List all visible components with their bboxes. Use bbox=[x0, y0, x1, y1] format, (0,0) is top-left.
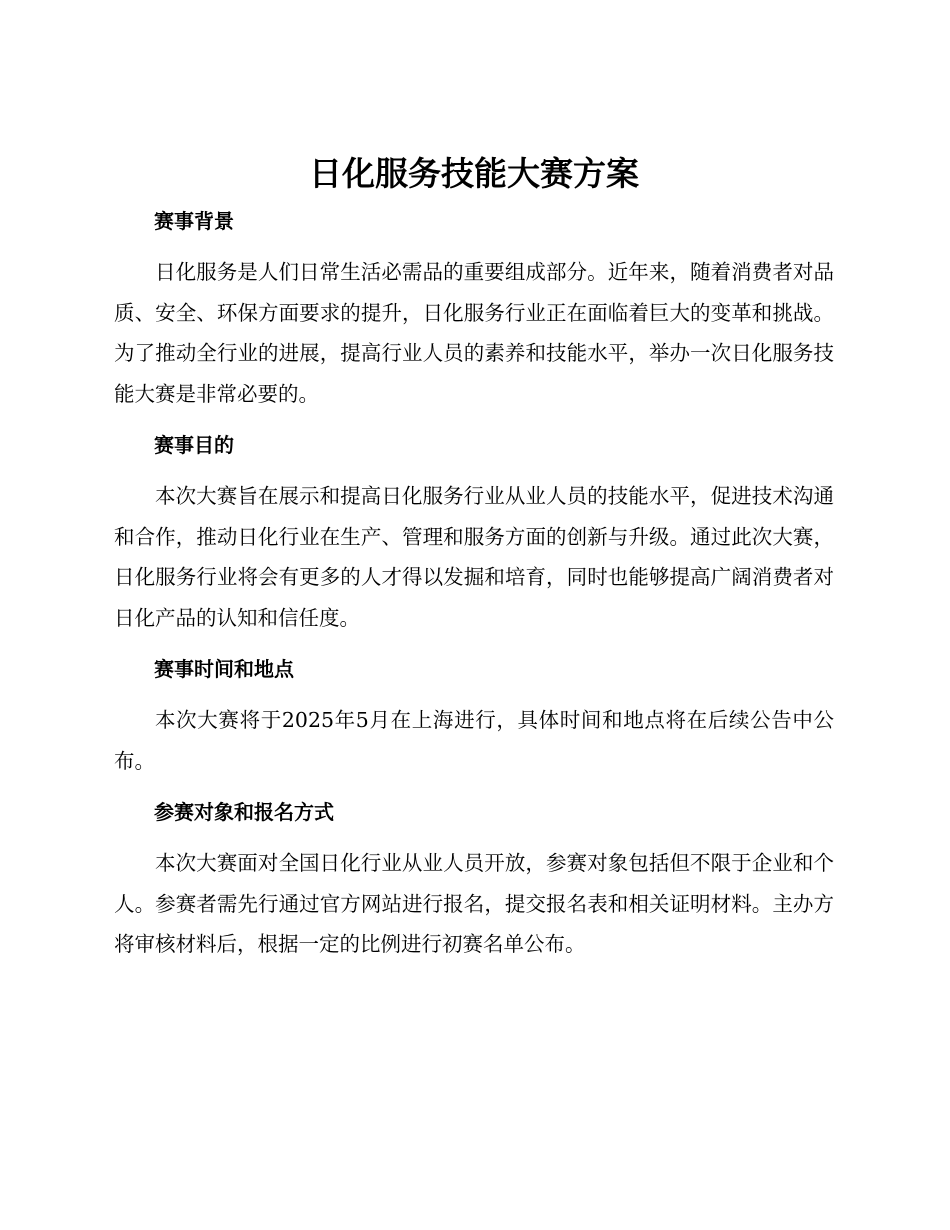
section-paragraph: 本次大赛将于2025年5月在上海进行，具体时间和地点将在后续公告中公布。 bbox=[114, 708, 834, 773]
document-page bbox=[114, 148, 834, 965]
section-heading: 赛事目的 bbox=[154, 433, 234, 457]
section-paragraph: 本次大赛面对全国日化行业从业人员开放，参赛对象包括但不限于企业和个人。参赛者需先行通过官方网站进行报名，提交报名表和相关证明材料。主办方将审核材料后，根据一定的比例进行初赛名单公布。 bbox=[114, 851, 834, 956]
section-heading: 赛事背景 bbox=[154, 209, 234, 233]
section-heading: 赛事时间和地点 bbox=[154, 657, 294, 681]
document-title: 日化服务技能大赛方案 bbox=[309, 154, 639, 193]
section-participants-registration bbox=[114, 793, 834, 965]
section-paragraph: 本次大赛旨在展示和提高日化服务行业从业人员的技能水平，促进技术沟通和合作，推动日化行业在生产、管理和服务方面的创新与升级。通过此次大赛，日化服务行业将会有更多的人才得以发掘和培育，同时也能够提高广阔消费者对日化产品的认知和信任度。 bbox=[114, 484, 834, 630]
section-purpose bbox=[114, 426, 834, 650]
section-background bbox=[114, 202, 834, 426]
section-heading: 参赛对象和报名方式 bbox=[154, 800, 334, 824]
section-paragraph: 日化服务是人们日常生活必需品的重要组成部分。近年来，随着消费者对品质、安全、环保方面要求的提升，日化服务行业正在面临着巨大的变革和挑战。为了推动全行业的进展，提高行业人员的素养和技能水平，举办一次日化服务技能大赛是非常必要的。 bbox=[114, 260, 834, 406]
section-time-location bbox=[114, 650, 834, 793]
